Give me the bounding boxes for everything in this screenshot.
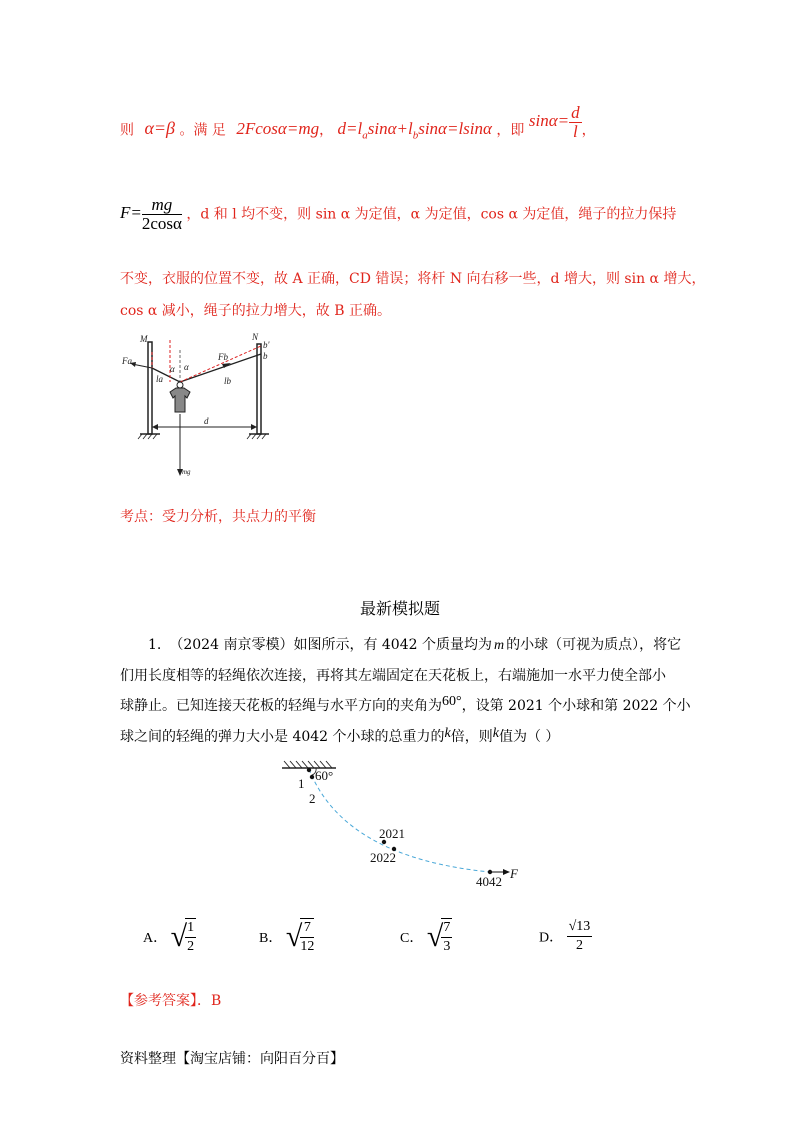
solution-line-3: 不变，衣服的位置不变，故 A 正确，CD 错误；将杆 N 向右移一些，d 增大，则 sin α 增大，: [120, 271, 706, 287]
answer-label: 【参考答案】: [120, 993, 197, 1009]
sqrt-icon: √ $\frac{7}{3}$: [426, 920, 451, 954]
rope: [152, 354, 261, 382]
label-alpha-2: α: [184, 362, 189, 372]
text: 。满 足: [179, 122, 226, 139]
equation-F: F= $\frac{mg}{2\cos\alpha}$: [120, 195, 182, 233]
angle-label: 60°: [315, 768, 334, 783]
label-b: b: [263, 351, 268, 361]
label-ball-4042: 4042: [476, 874, 502, 889]
sqrt-icon: √ $\frac{7}{12}$: [285, 920, 315, 954]
label-d: d: [204, 416, 209, 426]
text: ，即: [496, 122, 525, 139]
question-line-3: 球静止。已知连接天花板的轻绳与水平方向的夹角为60°，设第 2021 个小球和第 2022 个小: [120, 694, 691, 714]
label-mg: mg: [182, 468, 191, 476]
question-line-2: 们用长度相等的轻绳依次连接，再将其左端固定在天花板上，右端施加一水平力使全部小: [120, 668, 666, 684]
option-d[interactable]: D． $\frac{√13}{2}$: [539, 919, 591, 953]
equation-sin: sinα= $\frac{d}{l}$: [528, 103, 580, 141]
answer: [120, 990, 221, 1010]
solution-line-2: [120, 196, 676, 233]
option-c[interactable]: C． √ $\frac{7}{3}$: [400, 920, 451, 954]
label-M: M: [140, 334, 148, 344]
text: 则: [120, 122, 134, 139]
solution-line-4: cos α 减小，绳子的拉力增大，故 B 正确。: [120, 303, 391, 319]
pole-N: [257, 344, 261, 434]
equation-force: 2Fcosα=mg: [236, 119, 320, 139]
label-Fb: Fb: [218, 352, 228, 362]
equation-alpha-beta: α=β: [144, 118, 176, 139]
text: ，: [319, 122, 334, 139]
ball-chain-figure: [278, 758, 528, 893]
label-force-F: F: [510, 866, 518, 881]
clothesline-figure: [118, 332, 278, 480]
label-b-prime: b': [263, 340, 270, 350]
answer-value: ．B: [197, 993, 222, 1009]
label-ball-2: 2: [309, 791, 316, 806]
label-lb: lb: [224, 376, 232, 386]
label-ball-2021: 2021: [379, 826, 405, 841]
rope-curve: [309, 769, 490, 872]
label-ball-1: 1: [298, 776, 305, 791]
label-Fa: Fa: [122, 356, 132, 366]
option-a[interactable]: A． √ $\frac{1}{2}$: [143, 920, 195, 954]
question-line-4: 球之间的轻绳的弹力大小是 4042 个小球的总重力的k倍，则k值为（ ）: [120, 726, 560, 745]
label-la: la: [156, 374, 164, 384]
label-N: N: [252, 332, 259, 342]
ball-1: [307, 768, 311, 772]
equation-d: $d=l_a\sin\alpha+l_b\sin\alpha=lsin\alpha$: [337, 119, 492, 142]
label-alpha: α: [170, 364, 175, 374]
label-ball-2022: 2022: [370, 850, 396, 865]
kaodian: 考点：受力分析，共点力的平衡: [120, 509, 316, 525]
question-line-1: 1. （2024 南京零模）如图所示，有 4042 个质量均为 m 的小球（可视为质点），将它: [148, 637, 682, 653]
pole-M: [148, 342, 152, 434]
shirt-icon: [170, 382, 190, 412]
text: ，: [581, 122, 596, 139]
sqrt-icon: √ $\frac{1}{2}$: [170, 920, 195, 954]
option-b[interactable]: B． √ $\frac{7}{12}$: [259, 920, 315, 954]
footer: 资料整理【淘宝店铺：向阳百分百】: [120, 1051, 344, 1067]
solution-line-1: [120, 103, 596, 149]
question-text: [120, 630, 690, 753]
section-title: 最新模拟题: [359, 599, 440, 618]
ball-2: [310, 775, 314, 779]
text: ，d 和 l 均不变，则 sin α 为定值，α 为定值，cos α 为定值，绳子的拉力保持: [186, 206, 677, 223]
